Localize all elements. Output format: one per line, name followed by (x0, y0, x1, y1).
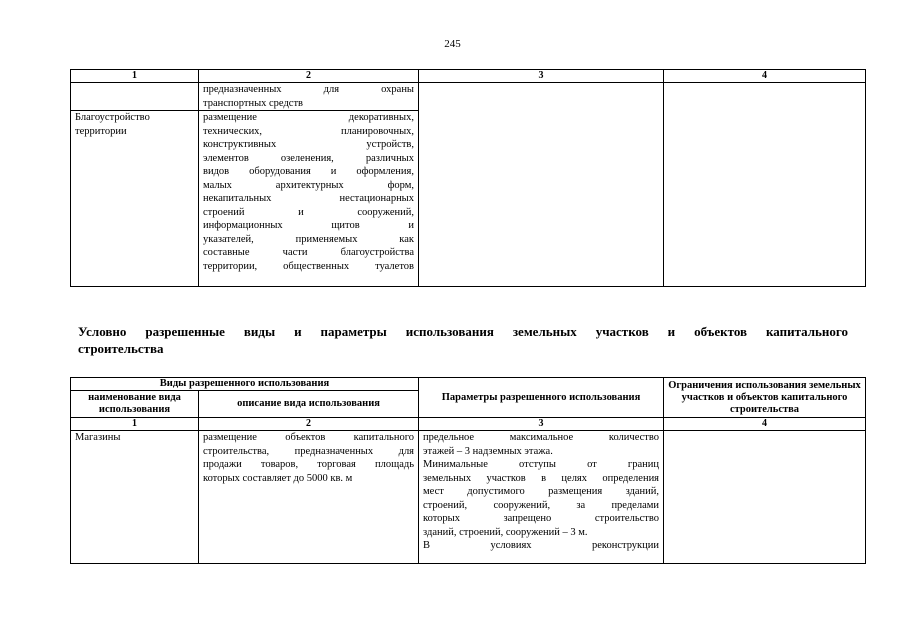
text-line: этажей – 3 надземных этажа. (423, 445, 553, 457)
column-header: Ограничения использования земельных участков и объектов капитального строительства (664, 378, 866, 418)
column-number: 3 (419, 418, 664, 431)
text-line: В условиях реконструкции (423, 540, 660, 551)
continuation-table (70, 69, 866, 287)
text-line: предназначенных для охраны (203, 84, 414, 95)
text-line: Минимальные отступы от границ (423, 459, 660, 470)
text-line: технических, планировочных, (203, 125, 414, 137)
text-line: размещение декоративных, (203, 112, 414, 123)
column-number: 4 (664, 418, 866, 431)
use-description-cell (199, 111, 419, 287)
group-header: Виды разрешенного использования (71, 378, 419, 391)
text-line: которых составляет до 5000 кв. м (203, 472, 353, 484)
text-line: земельных участков в целях определения (423, 472, 660, 484)
text-line: элементов озеленения, различных (203, 152, 414, 164)
text-line: территории, общественных туалетов (203, 260, 414, 272)
use-description-cell (199, 431, 419, 564)
section-heading-line: Условно разрешенные виды и параметры использования земельных участков и объектов капитального (78, 324, 848, 339)
column-number: 3 (419, 70, 664, 83)
section-heading (78, 323, 848, 357)
conditional-uses-table (70, 377, 866, 564)
column-header: описание вида использования (199, 391, 419, 418)
text-line: продажи товаров, торговая площадь (203, 459, 415, 470)
column-number-row (71, 70, 866, 83)
use-name: Благоустройство территории (75, 112, 150, 137)
column-header: наименование вида использования (71, 391, 199, 418)
text-line: строений и сооружений, (203, 206, 414, 218)
text-line: размещение объектов капитального (203, 432, 415, 443)
use-name-cell (71, 431, 199, 564)
text-line: малых архитектурных форм, (203, 179, 414, 191)
column-header: Параметры разрешенного использования (419, 378, 664, 418)
table-cell (419, 83, 664, 287)
column-number: 2 (199, 418, 419, 431)
page-number: 245 (444, 38, 461, 50)
text-line: которых запрещено строительство (423, 513, 660, 524)
text-line: строительства, предназначенных для (203, 445, 415, 457)
text-line: строений, сооружений, за пределами (423, 499, 660, 511)
text-line: транспортных средств (203, 97, 304, 109)
table-cell (664, 83, 866, 287)
text-line: мест допустимого размещения зданий, (423, 486, 660, 497)
text-line: некапитальных нестационарных (203, 193, 414, 204)
column-number: 1 (71, 418, 199, 431)
column-number: 4 (664, 70, 866, 83)
text-line: конструктивных устройств, (203, 139, 414, 150)
table-header-row (71, 378, 866, 391)
table-row (71, 83, 866, 111)
text-line: составные части благоустройства (203, 247, 414, 258)
column-number: 1 (71, 70, 199, 83)
text-line: информационных щитов и (203, 220, 414, 231)
text-line: зданий, строений, сооружений – 3 м. (423, 526, 588, 538)
text-line: видов оборудования и оформления, (203, 166, 414, 177)
parameters-cell (419, 431, 664, 564)
use-name: Магазины (75, 432, 121, 443)
text-line: указателей, применяемых как (203, 233, 414, 245)
section-heading-line: строительства (78, 341, 164, 356)
use-description-cell (199, 83, 419, 111)
column-number-row (71, 418, 866, 431)
restrictions-cell (664, 431, 866, 564)
table-row (71, 431, 866, 564)
text-line: предельное максимальное количество (423, 432, 660, 443)
table-cell (71, 83, 199, 111)
use-name-cell (71, 111, 199, 287)
column-number: 2 (199, 70, 419, 83)
